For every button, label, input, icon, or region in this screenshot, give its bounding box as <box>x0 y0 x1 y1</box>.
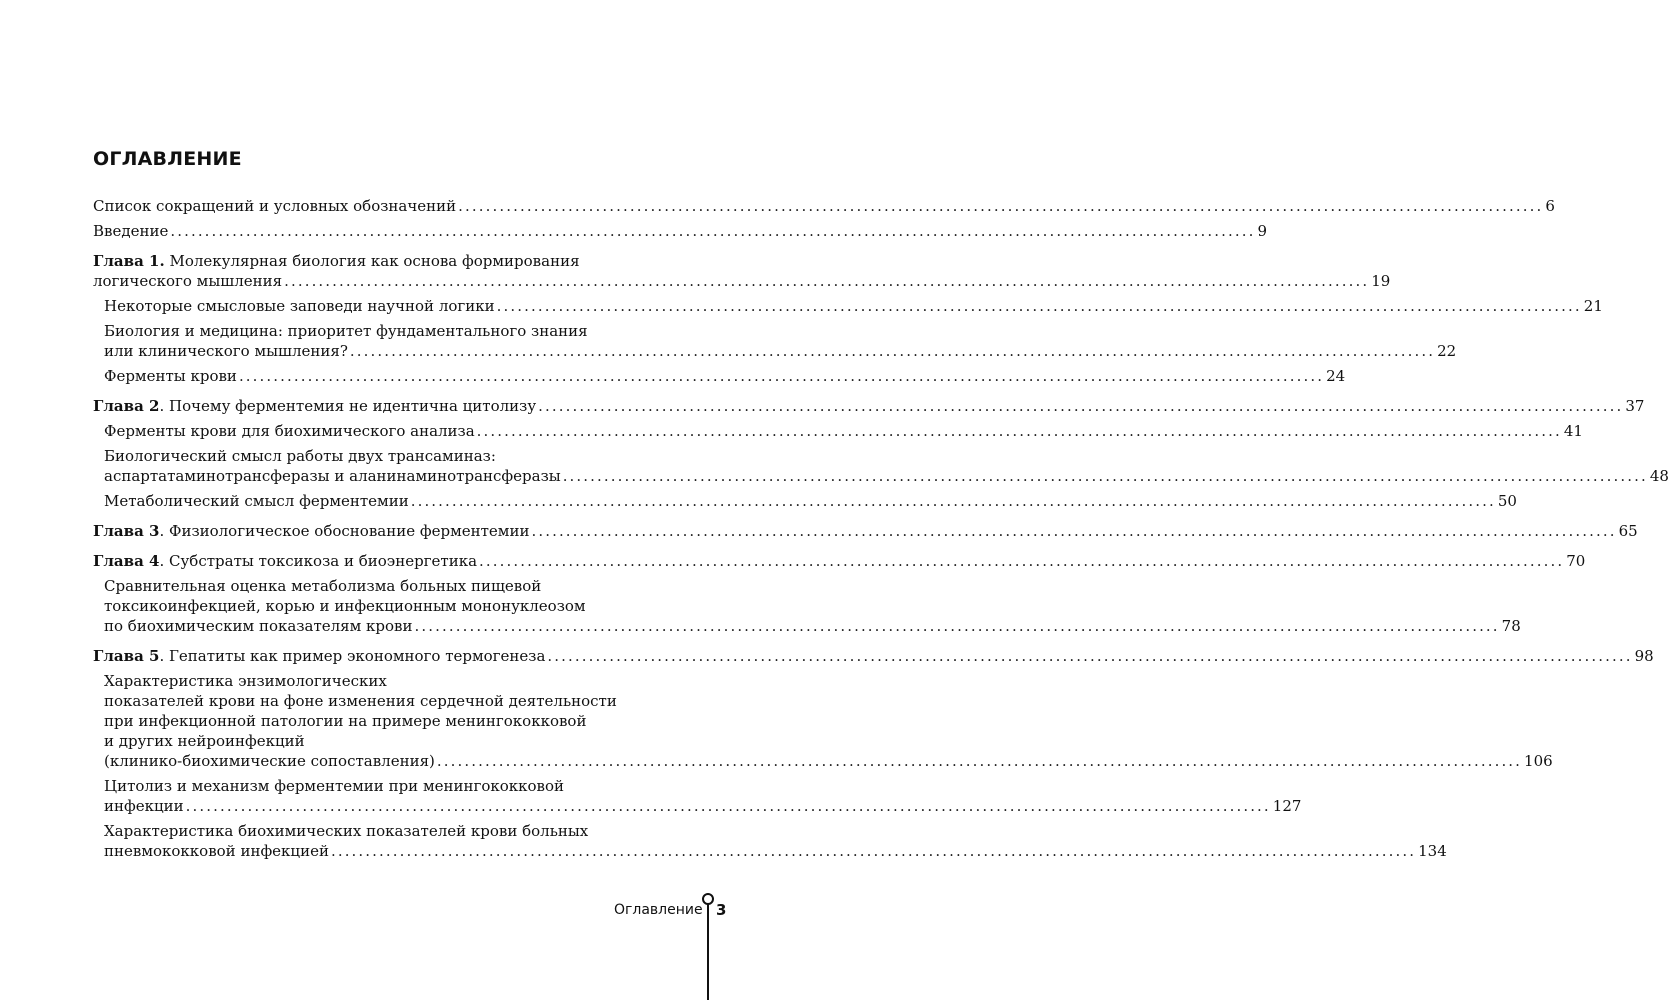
toc-entry-chapter[interactable] <box>93 646 1654 666</box>
toc-entry-title: Ферменты крови для биохимического анализа <box>104 422 475 440</box>
toc-entry-title: инфекции <box>104 797 184 815</box>
toc-page-number: 22 <box>1437 342 1457 360</box>
chapter-label: Глава 4 <box>93 552 160 570</box>
dot-leader: .............................................................................................................................................................. <box>330 842 1417 860</box>
toc-entry-title: логического мышления <box>93 272 283 290</box>
toc-page-number: 65 <box>1618 522 1638 540</box>
toc-entry-title: аспартатаминотрансферазы и аланинаминотрансферазы <box>104 467 561 485</box>
chapter-label: Глава 3 <box>93 522 160 540</box>
dot-leader: .............................................................................................................................................................. <box>476 422 1562 440</box>
dot-leader: .............................................................................................................................................................. <box>170 222 1256 240</box>
dot-leader: .............................................................................................................................................................. <box>538 397 1624 415</box>
table-of-contents <box>93 196 1669 861</box>
toc-entry-title: Список сокращений и условных обозначений <box>93 197 457 215</box>
toc-entry[interactable] <box>93 366 1346 386</box>
page-title: ОГЛАВЛЕНИЕ <box>93 148 242 170</box>
toc-page-number: 9 <box>1257 222 1268 240</box>
page-number: 3 <box>716 901 727 919</box>
toc-page-number: 70 <box>1566 552 1586 570</box>
dot-leader: .............................................................................................................................................................. <box>185 797 1271 815</box>
toc-page-number: 24 <box>1326 367 1346 385</box>
toc-entry-title-line: Молекулярная биология как основа формирования <box>169 252 580 270</box>
toc-page-number: 6 <box>1545 197 1555 215</box>
toc-entry-title-line: Характеристика биохимических показателей крови больных <box>104 822 589 840</box>
toc-page-number: 106 <box>1524 752 1553 770</box>
toc-entry-title-line: и других нейроинфекций <box>104 732 305 750</box>
toc-entry[interactable] <box>93 221 1268 241</box>
toc-entry-title: по биохимическим показателям крови <box>104 617 413 635</box>
toc-entry-title: . Почему ферментемия не идентична цитолизу <box>159 397 537 415</box>
circle-marker-icon <box>702 893 714 905</box>
toc-entry-title: Введение <box>93 222 169 240</box>
toc-entry-chapter[interactable] <box>93 551 1586 571</box>
toc-entry[interactable] <box>93 821 1447 861</box>
toc-entry[interactable] <box>93 421 1583 441</box>
dot-leader: .............................................................................................................................................................. <box>414 617 1500 635</box>
toc-page-number: 50 <box>1497 492 1517 510</box>
toc-entry-title: . Субстраты токсикоза и биоэнергетика <box>159 552 478 570</box>
toc-entry-title: . Физиологическое обоснование ферментемии <box>159 522 530 540</box>
toc-entry-chapter[interactable] <box>93 396 1645 416</box>
toc-page-number: 134 <box>1418 842 1447 860</box>
dot-leader: .............................................................................................................................................................. <box>284 272 1370 290</box>
toc-page-number: 98 <box>1634 647 1654 665</box>
toc-entry-title-line: Сравнительная оценка метаболизма больных пищевой <box>104 577 542 595</box>
chapter-label: Глава 5 <box>93 647 160 665</box>
toc-entry-title: Некоторые смысловые заповеди научной логики <box>104 297 495 315</box>
dot-leader: .............................................................................................................................................................. <box>410 492 1496 510</box>
toc-entry[interactable] <box>93 491 1517 511</box>
toc-entry[interactable] <box>93 576 1521 636</box>
toc-page-number: 19 <box>1371 272 1391 290</box>
toc-entry[interactable] <box>93 671 1553 771</box>
toc-entry-title: Ферменты крови <box>104 367 237 385</box>
toc-entry-title: Метаболический смысл ферментемии <box>104 492 409 510</box>
running-footer-label: Оглавление <box>614 902 703 918</box>
chapter-label: Глава 1. <box>93 252 165 270</box>
dot-leader: .............................................................................................................................................................. <box>436 752 1523 770</box>
dot-leader: .............................................................................................................................................................. <box>562 467 1648 485</box>
toc-entry-title-line: Характеристика энзимологических <box>104 672 387 690</box>
dot-leader: .............................................................................................................................................................. <box>531 522 1617 540</box>
toc-page-number: 127 <box>1272 797 1302 815</box>
toc-entry-title: пневмококковой инфекцией <box>104 842 329 860</box>
toc-entry-title: или клинического мышления? <box>104 342 348 360</box>
toc-entry-chapter[interactable] <box>93 521 1638 541</box>
toc-entry-title-line: токсикоинфекцией, корью и инфекционным мононуклеозом <box>104 597 586 615</box>
toc-entry-title-line: Биология и медицина: приоритет фундаментального знания <box>104 322 588 340</box>
dot-leader: .............................................................................................................................................................. <box>238 367 1325 385</box>
toc-entry[interactable] <box>93 446 1669 486</box>
toc-page-number: 21 <box>1583 297 1603 315</box>
toc-entry-title-line: при инфекционной патологии на примере менингококковой <box>104 712 587 730</box>
toc-entry[interactable] <box>93 776 1302 816</box>
dot-leader: .............................................................................................................................................................. <box>349 342 1436 360</box>
toc-entry[interactable] <box>93 321 1457 361</box>
toc-page-number: 37 <box>1625 397 1645 415</box>
dot-leader: .............................................................................................................................................................. <box>496 297 1582 315</box>
toc-entry-title: (клинико-биохимические сопоставления) <box>104 752 435 770</box>
toc-entry-title: . Гепатиты как пример экономного термогенеза <box>159 647 546 665</box>
toc-page-number: 78 <box>1501 617 1521 635</box>
dot-leader: .............................................................................................................................................................. <box>547 647 1633 665</box>
toc-entry-title-line: показателей крови на фоне изменения сердечной деятельности <box>104 692 617 710</box>
dot-leader: .............................................................................................................................................................. <box>458 197 1544 215</box>
toc-entry-title-line: Биологический смысл работы двух трансаминаз: <box>104 447 496 465</box>
toc-page-number: 41 <box>1563 422 1583 440</box>
dot-leader: .............................................................................................................................................................. <box>479 552 1565 570</box>
toc-entry[interactable] <box>93 196 1555 216</box>
page-edge-rule <box>707 899 709 1000</box>
toc-entry-chapter[interactable] <box>93 251 1391 291</box>
toc-entry-title-line: Цитолиз и механизм ферментемии при менингококковой <box>104 777 565 795</box>
toc-entry[interactable] <box>93 296 1603 316</box>
toc-page-number: 48 <box>1649 467 1669 485</box>
chapter-label: Глава 2 <box>93 397 160 415</box>
